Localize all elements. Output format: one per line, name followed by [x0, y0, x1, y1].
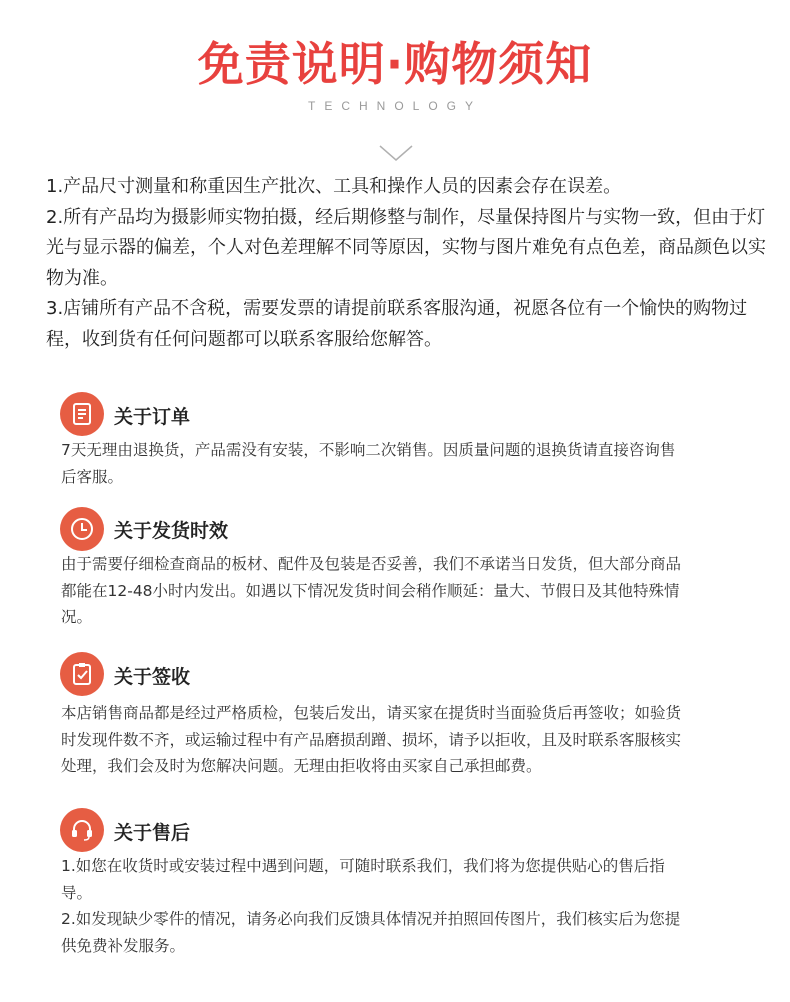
order-list-icon	[60, 392, 104, 436]
intro-note-2: 2.所有产品均为摄影师实物拍摄，经后期修整与制作，尽量保持图片与实物一致，但由于灯光与显示器的偏差，个人对色差理解不同等原因，实物与图片难免有点色差，商品颜色以实物为准。	[46, 206, 766, 289]
intro-note-1: 1.产品尺寸测量和称重因生产批次、工具和操作人员的因素会存在误差。	[46, 176, 622, 197]
section-title-aftersales: 关于售后	[114, 822, 191, 844]
section-body-aftersales	[61, 853, 681, 959]
section-paragraph: 由于需要仔细检查商品的板材、配件及包装是否妥善，我们不承诺当日发货，但大部分商品都能在12-48小时内发出。如遇以下情况发货时间会稍作顺延：量大、节假日及其他特殊情况。	[61, 555, 682, 626]
section-body-receipt	[61, 700, 681, 780]
headset-icon	[60, 808, 104, 852]
section-title-order: 关于订单	[114, 406, 191, 428]
section-body-order	[61, 437, 681, 490]
page-subtitle: TECHNOLOGY	[307, 99, 482, 113]
section-paragraph: 7天无理由退换货，产品需没有安装，不影响二次销售。因质量问题的退换货请直接咨询售后客服。	[61, 441, 676, 486]
clock-icon	[60, 507, 104, 551]
intro-note-3: 3.店铺所有产品不含税，需要发票的请提前联系客服沟通，祝愿各位有一个愉快的购物过程，收到货有任何问题都可以联系客服给您解答。	[46, 298, 748, 350]
section-paragraph: 1.如您在收货时或安装过程中遇到问题，可随时联系我们，我们将为您提供贴心的售后指导。	[61, 857, 665, 902]
section-body-shipping	[61, 551, 681, 631]
section-title-receipt: 关于签收	[114, 666, 191, 688]
page-title: 免责说明·购物须知	[197, 37, 593, 91]
section-paragraph: 本店销售商品都是经过严格质检，包装后发出，请买家在提货时当面验货后再签收；如验货时发现件数不齐，或运输过程中有产品磨损刮蹭、损坏，请予以拒收，且及时联系客服核实处理，我们会及时为您解决问题。无理由拒收将由买家自己承担邮费。	[61, 704, 682, 775]
section-paragraph: 2.如发现缺少零件的情况，请务必向我们反馈具体情况并拍照回传图片，我们核实后为您提供免费补发服务。	[61, 910, 681, 955]
intro-notes	[46, 172, 766, 355]
section-title-shipping: 关于发货时效	[114, 520, 229, 542]
chevron-down-icon	[378, 143, 414, 167]
checklist-icon	[60, 652, 104, 696]
